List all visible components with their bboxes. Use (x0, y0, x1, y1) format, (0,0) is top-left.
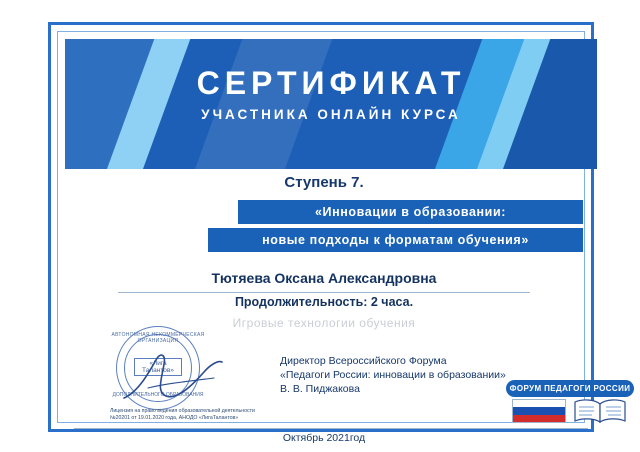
stamp-center-text: «Лига Талантов» (134, 358, 182, 376)
certificate-frame (48, 22, 631, 444)
certificate-subtitle: УЧАСТНИКА ОНЛАЙН КУРСА (201, 107, 461, 122)
course-title-line-2: новые подходы к форматам обучения» (208, 228, 583, 252)
course-duration: Продолжительность: 2 часа. (234, 295, 414, 309)
watermark-text: Игровые технологии обучения (232, 316, 416, 330)
bottom-divider (74, 428, 588, 429)
signature-icon (118, 348, 228, 408)
director-block (280, 354, 506, 396)
forum-logo-badge: ФОРУМ ПЕДАГОГИ РОССИИ (506, 380, 634, 397)
name-underline (118, 292, 530, 293)
certificate-title: СЕРТИФИКАТ (196, 65, 466, 101)
licence-text: Лицензия на право ведения образовательной деятельности №20201 от 19.01.2020 года, АНОДО «ЛигаТалантов» (110, 408, 255, 421)
director-line-3: В. В. Пиджакова (280, 383, 360, 395)
certificate-header-banner (65, 39, 597, 169)
course-title-line-1: «Инновации в образовании: (238, 200, 583, 224)
director-line-1: Директор Всероссийского Форума (280, 355, 447, 367)
russian-flag-icon (512, 399, 566, 423)
director-line-2: «Педагоги России: инновации в образовании» (280, 369, 506, 381)
forum-logo (506, 380, 634, 424)
participant-name: Тютяева Оксана Александровна (211, 270, 437, 286)
stamp-top-text: АВТОНОМНАЯ НЕКОММЕРЧЕСКАЯ ОРГАНИЗАЦИЯ (111, 332, 205, 344)
certificate-inner-border (57, 31, 631, 444)
certificate-date: Октябрь 2021год (282, 432, 366, 444)
open-book-icon (572, 398, 628, 424)
stamp-bottom-text: ДОПОЛНИТЕЛЬНОГО ОБРАЗОВАНИЯ (112, 392, 204, 398)
course-step-label: Ступень 7. (284, 174, 364, 191)
